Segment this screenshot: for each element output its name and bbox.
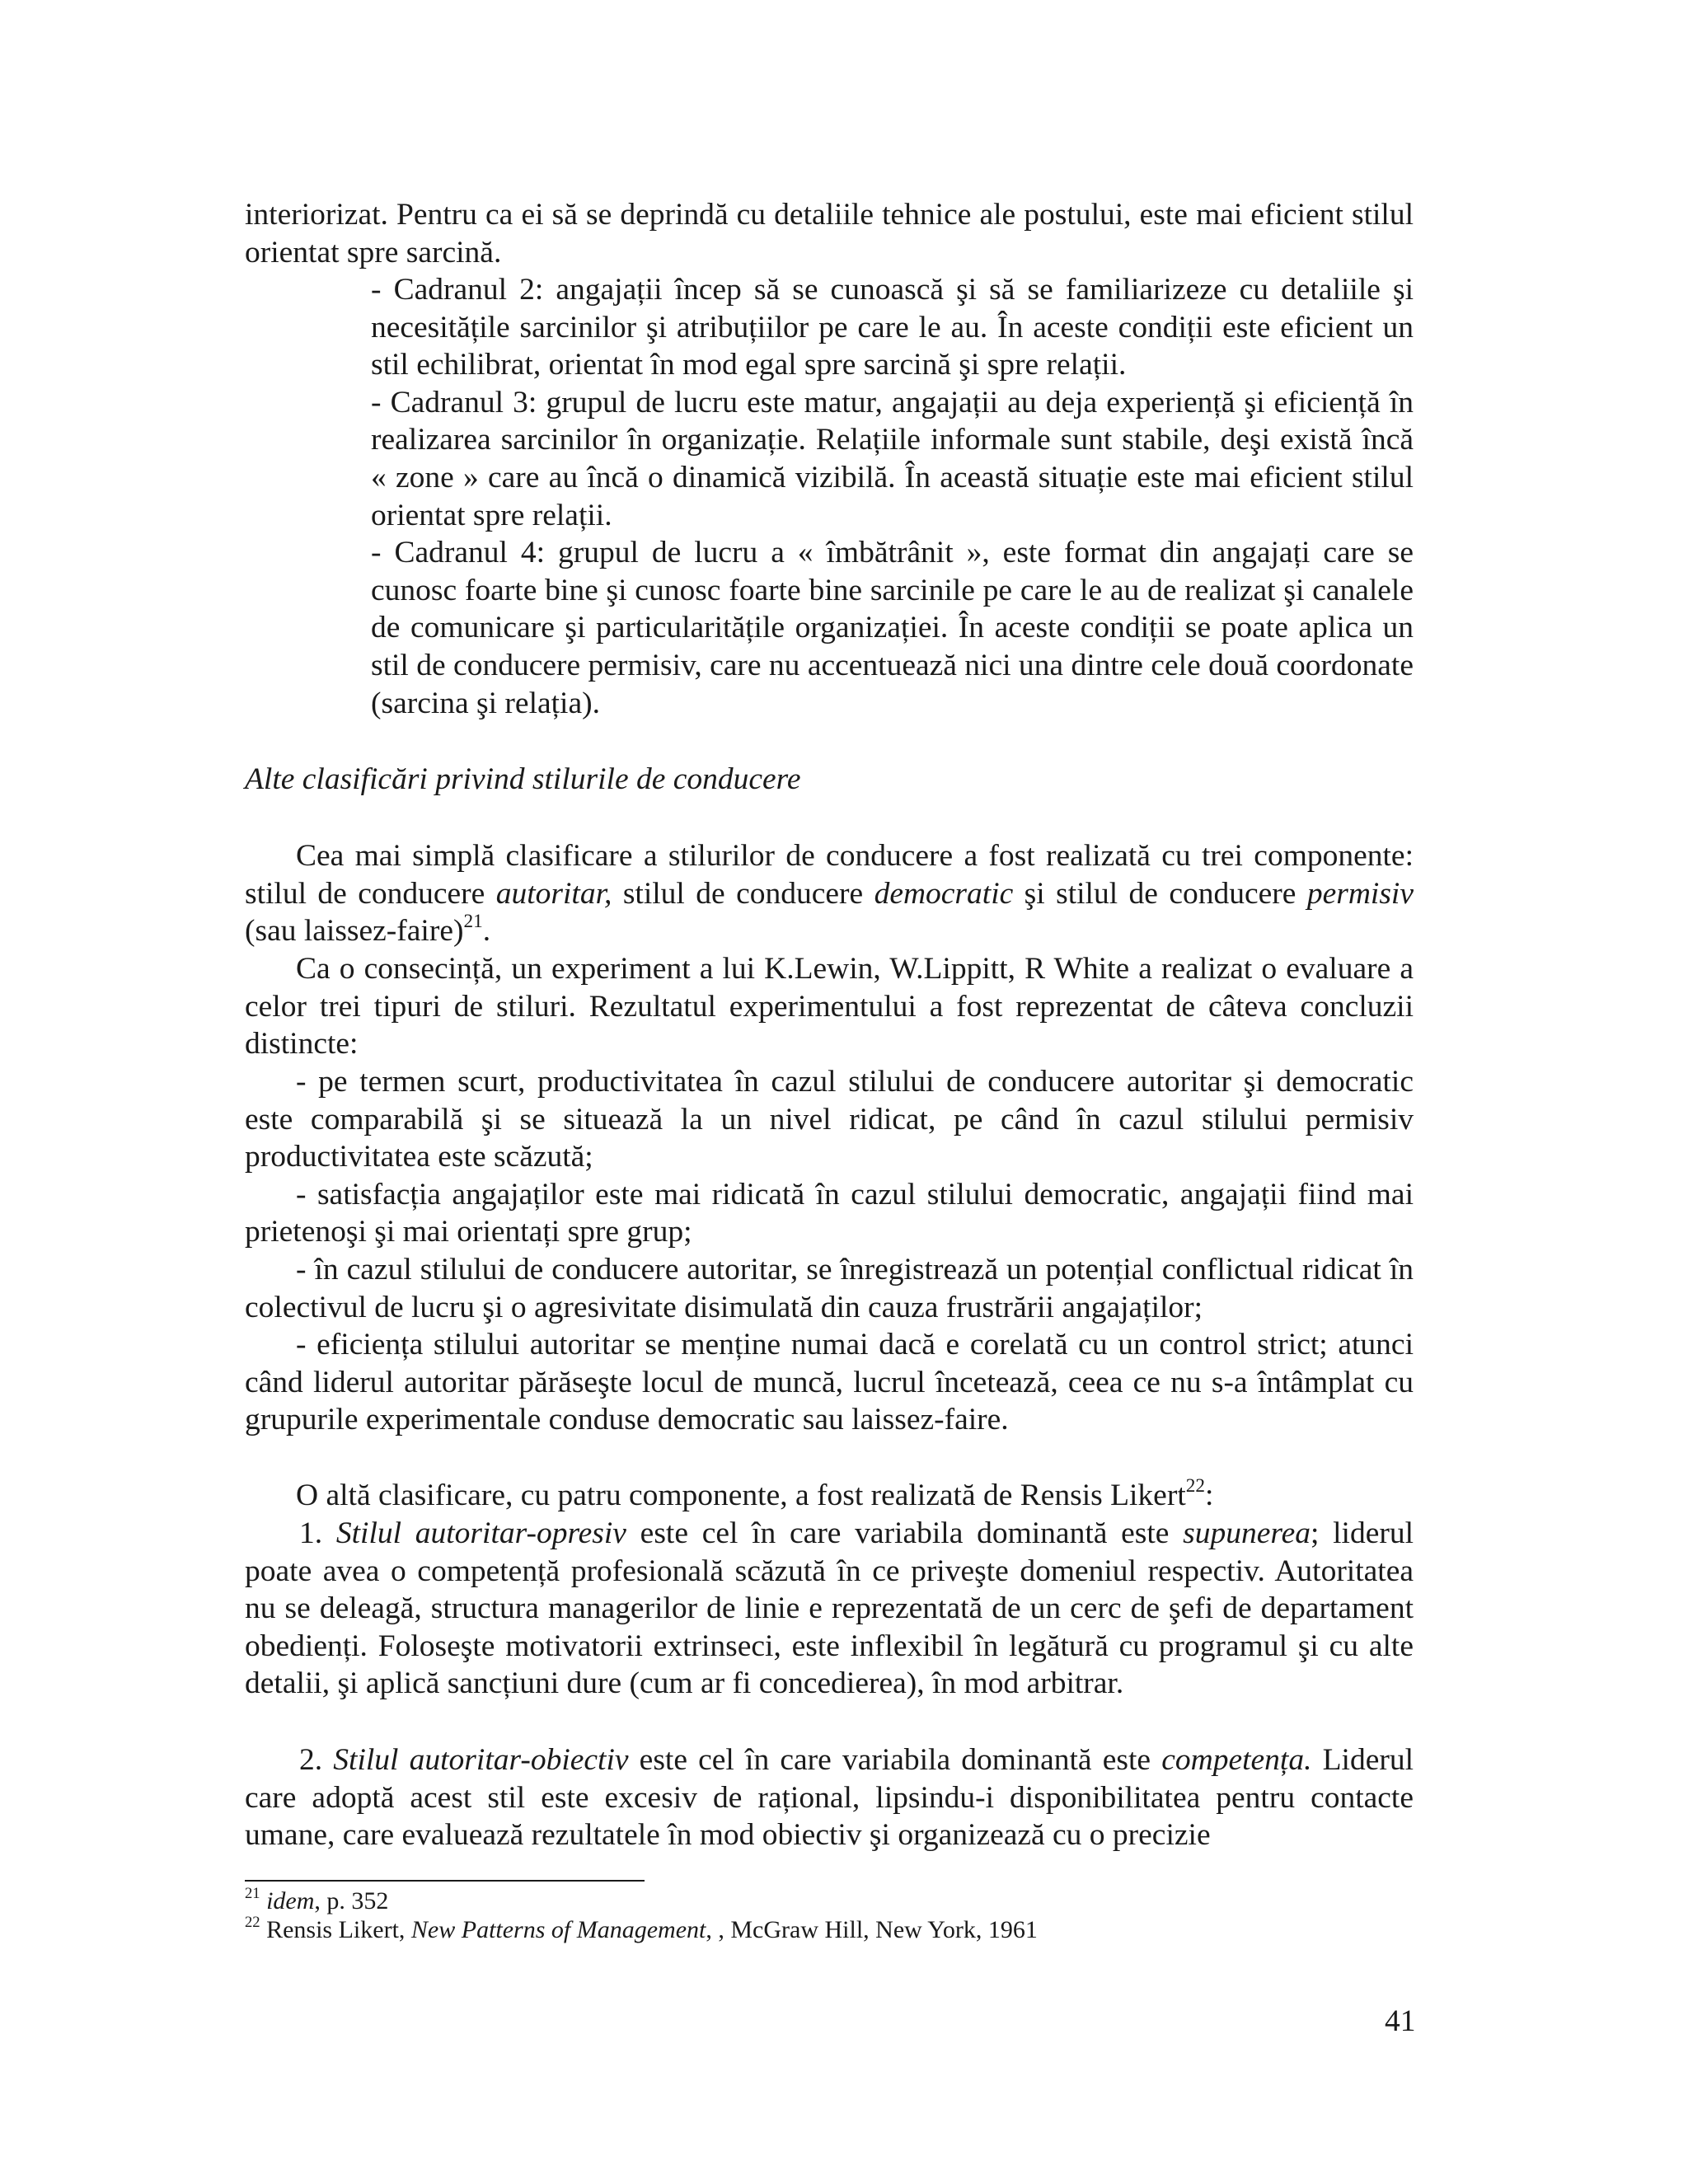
conclusion-item: - în cazul stilului de conducere autoritar, se înregistrează un potențial conflictual ridicat în colectivul de lucru şi o agresivitate disimulată din cauza frustrării angajaților;	[245, 1252, 1414, 1324]
text-span: stilul de conducere	[612, 876, 874, 911]
text-span: este cel în care variabila dominantă este	[628, 1743, 1162, 1777]
text-span: (sau laissez-faire)	[245, 914, 464, 949]
text-span: Cea mai simplă clasificare a stilurilor de conducere a fost realizată cu trei componente: stilul de conducere	[245, 839, 1414, 911]
item-number: 1.	[299, 1516, 336, 1550]
quadrant-2-item: - Cadranul 2: angajații încep să se cunoască şi să se familiarizeze cu detaliile şi necesitățile sarcinilor şi atribuțiilor pe care le au. În aceste condiții este eficient un stil echilibrat, orientat în mod egal spre sarcină şi spre relații.	[371, 273, 1414, 382]
term-permisiv: permisiv	[1306, 876, 1414, 911]
style-name: Stilul autoritar-obiectiv	[333, 1743, 629, 1777]
page-number: 41	[1385, 2004, 1416, 2038]
experiment-paragraph: Ca o consecință, un experiment a lui K.Lewin, W.Lippitt, R White a realizat o evaluare a celor trei tipuri de stiluri. Rezultatul experimentului a fost reprezentat de câteva concluzii distincte:	[245, 952, 1414, 1062]
term-autoritar: autoritar,	[495, 876, 612, 911]
footnote-21	[245, 1887, 1414, 1916]
likert-intro	[245, 1477, 1414, 1515]
footnote-22	[245, 1913, 1414, 1945]
text-span: .	[482, 914, 491, 949]
footnote-text: , p. 352	[314, 1887, 389, 1915]
footnote-number: 21	[245, 1885, 260, 1903]
item-number: 2.	[299, 1743, 334, 1777]
footnote-italic: idem	[266, 1887, 315, 1915]
footnote-separator	[245, 1880, 645, 1882]
footnote-number: 22	[245, 1913, 260, 1931]
dominant-variable: supunerea	[1183, 1516, 1311, 1550]
text-span: şi stilul de conducere	[1013, 876, 1307, 911]
text-span: :	[1205, 1479, 1214, 1512]
footnote-italic: New Patterns of Management	[410, 1915, 706, 1943]
conclusion-item: - satisfacția angajaților este mai ridicată în cazul stilului democratic, angajații fiind mai prietenoşi şi mai orientați spre grup;	[245, 1177, 1414, 1249]
conclusions-list	[245, 1063, 1414, 1439]
text-span: O altă clasificare, cu patru componente, a fost realizată de Rensis Likert	[296, 1479, 1186, 1512]
footnote-text: , , McGraw Hill, New York, 1961	[706, 1915, 1038, 1943]
text-span: ; liderul poate avea o competență profesională scăzută în ce priveşte domeniul respectiv. Autoritatea nu se deleagă, structura managerilor de linie e reprezentată de un cerc de şefi de departament obedienți. Foloseşte motivatorii extrinseci, este inflexibil în legătură cu programul şi cu alte detalii, şi aplică sancțiuni dure (cum ar fi concedierea), în mod arbitrar.	[245, 1516, 1414, 1701]
conclusion-item: - pe termen scurt, productivitatea în cazul stilului de conducere autoritar şi democratic este comparabilă şi se situează la un nivel ridicat, pe când în cazul stilului permisiv productivitatea este scăzută;	[245, 1065, 1414, 1174]
section-heading: Alte clasificări privind stilurile de conducere	[245, 762, 801, 796]
dominant-variable: competența.	[1161, 1743, 1312, 1777]
quadrant-3-item: - Cadranul 3: grupul de lucru este matur, angajații au deja experiență şi eficiență în realizarea sarcinilor în organizație. Relațiile informale sunt stabile, deşi există încă « zone » care au încă o dinamică vizibilă. În această situație este mai eficient stilul orientat spre relații.	[371, 385, 1414, 532]
classification-paragraph	[245, 837, 1414, 950]
footnote-text: Rensis Likert,	[266, 1915, 411, 1943]
text-span: este cel în care variabila dominantă este	[626, 1516, 1184, 1550]
continuation-paragraph: interiorizat. Pentru ca ei să se deprindă cu detaliile tehnice ale postului, este mai eficient stilul orientat spre sarcină.	[245, 198, 1414, 269]
footnote-ref-22: 22	[1185, 1475, 1205, 1497]
footnotes	[245, 1887, 1414, 1944]
footnote-ref-21: 21	[463, 911, 483, 933]
quadrant-list	[371, 271, 1414, 722]
style-name: Stilul autoritar-opresiv	[335, 1516, 626, 1550]
likert-item-1	[245, 1515, 1414, 1703]
conclusion-item: - eficiența stilului autoritar se menține numai dacă e corelată cu un control strict; atunci când liderul autoritar părăseşte locul de muncă, lucrul încetează, ceea ce nu s-a întâmplat cu grupurile experimentale conduse democratic sau laissez-faire.	[245, 1328, 1414, 1437]
term-democratic: democratic	[874, 876, 1014, 911]
text-span: Liderul care adoptă acest stil este excesiv de rațional, lipsindu-i disponibilitatea pentru contacte umane, care evaluează rezultatele în mod obiectiv şi organizează cu o precizie	[245, 1743, 1414, 1853]
likert-item-2	[245, 1741, 1414, 1854]
quadrant-4-item: - Cadranul 4: grupul de lucru a « îmbătrânit », este format din angajați care se cunosc foarte bine şi cunosc foarte bine sarcinile pe care le au de realizat şi canalele de comunicare şi particularitățile organizației. În aceste condiții se poate aplica un stil de conducere permisiv, care nu accentuează nici una dintre cele două coordonate (sarcina şi relația).	[371, 536, 1414, 720]
